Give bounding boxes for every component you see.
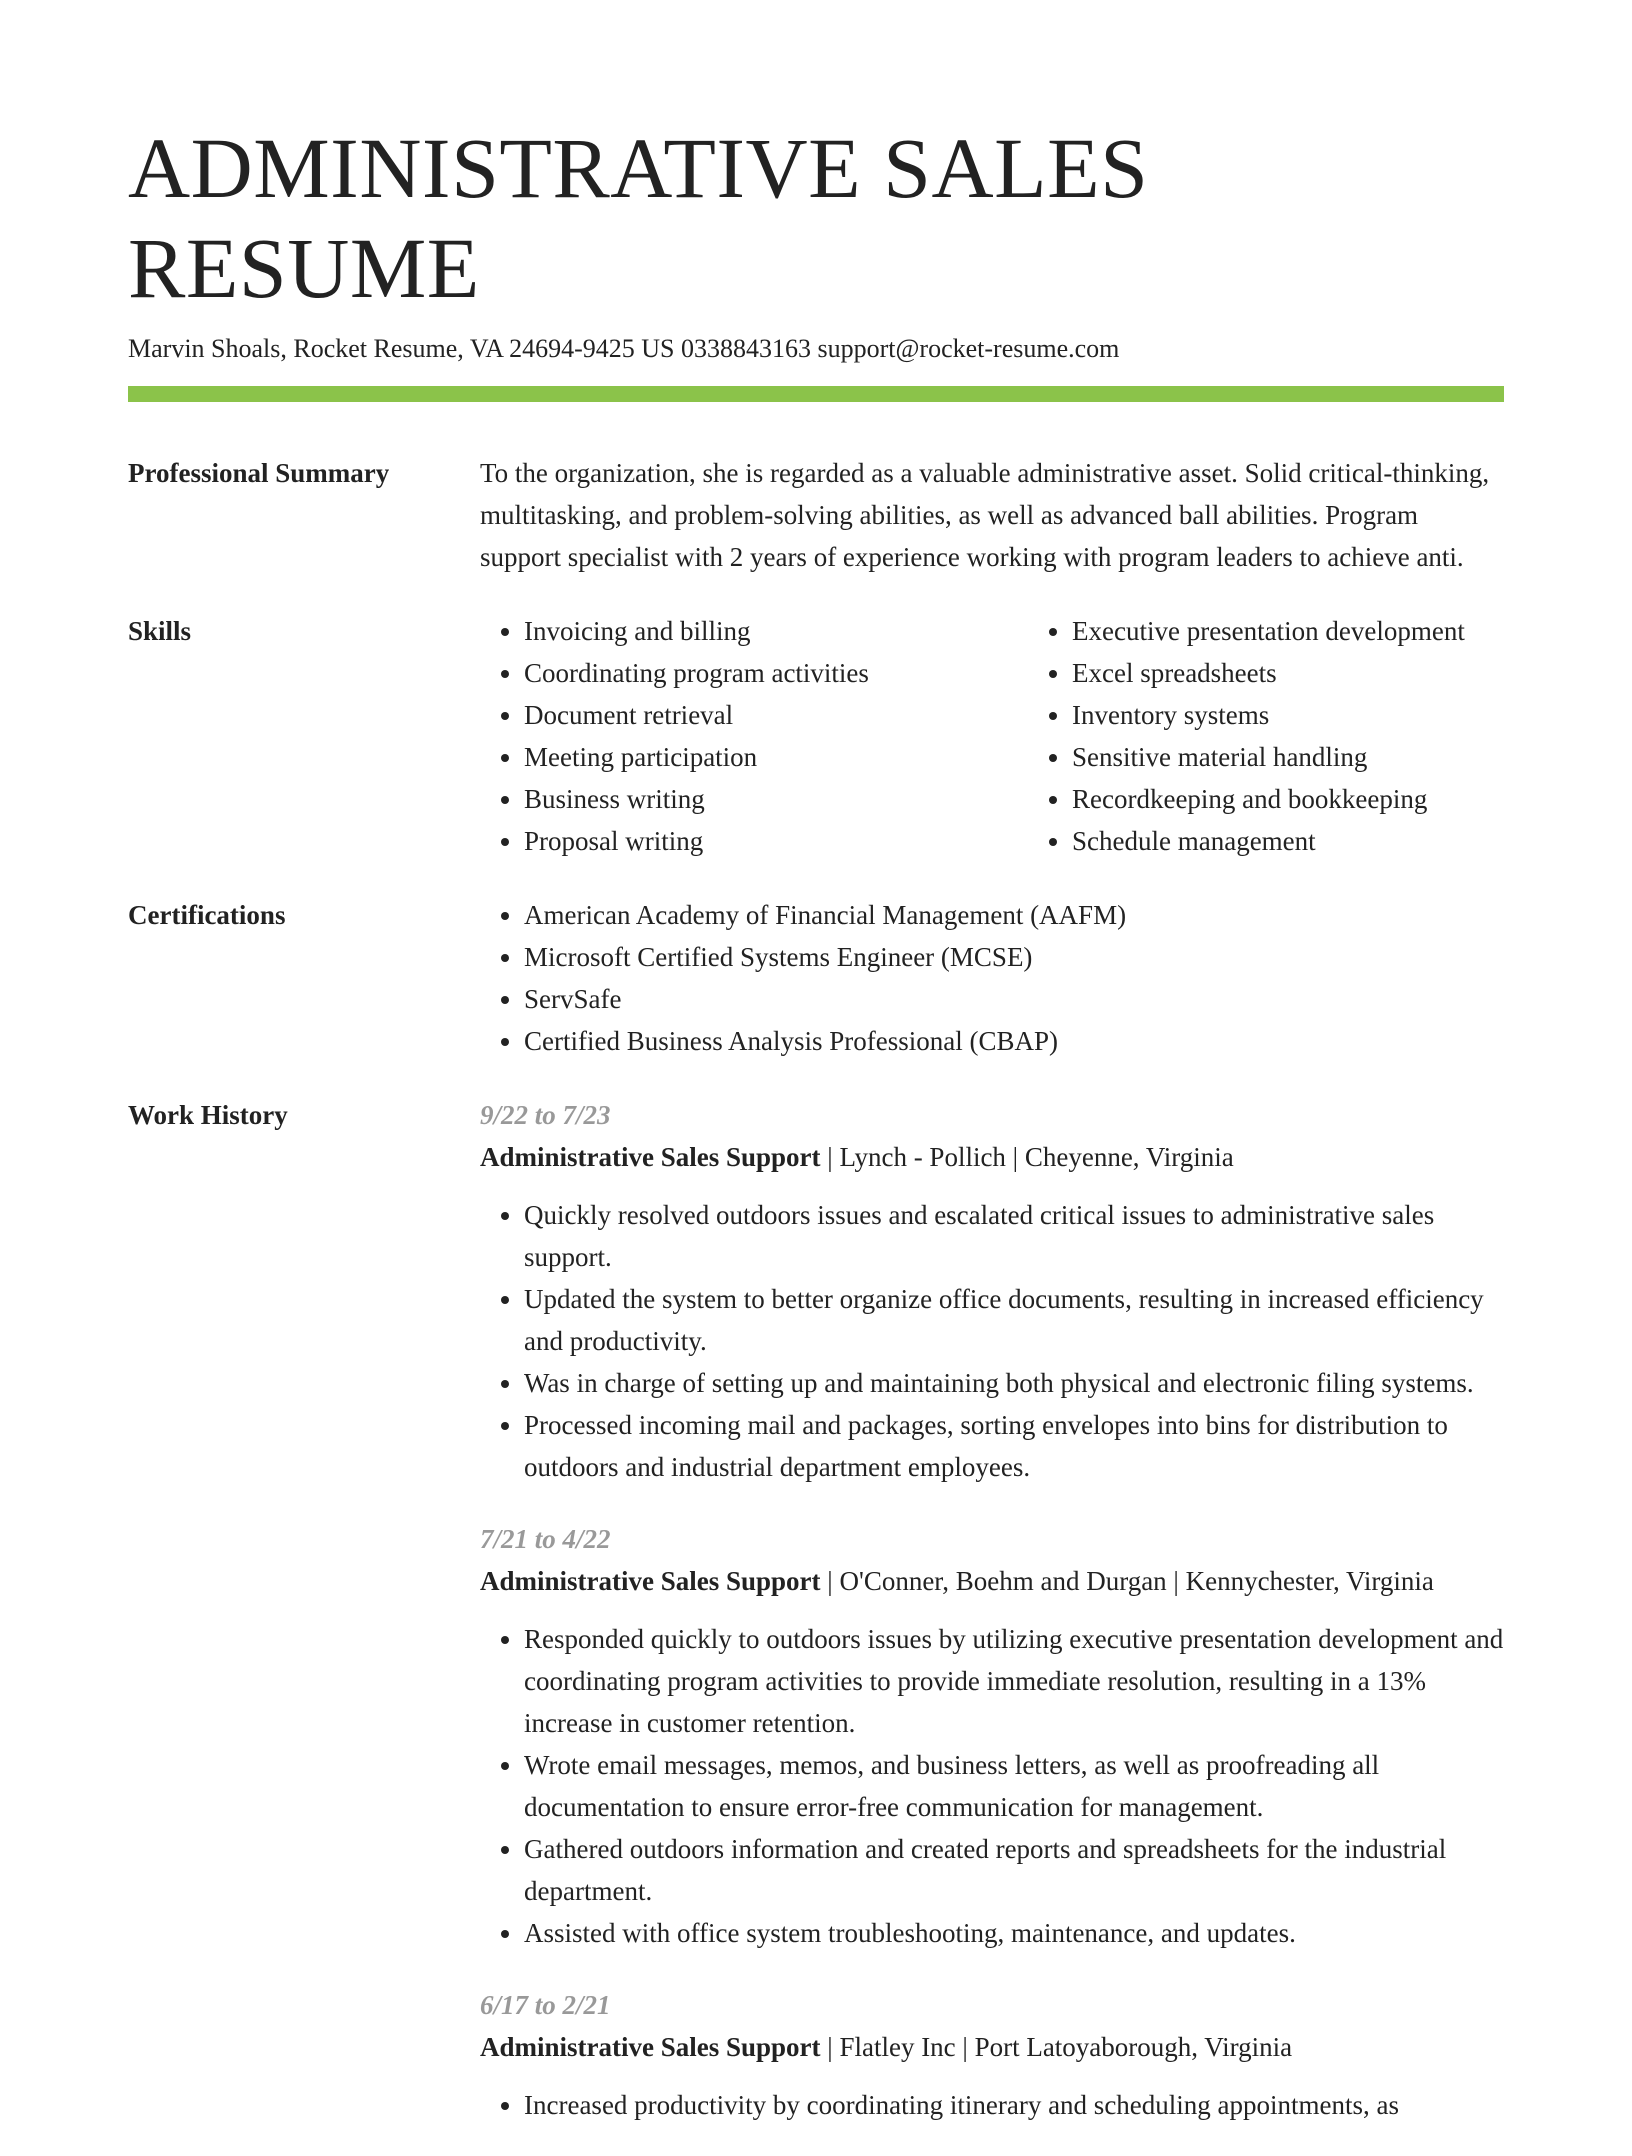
job-bullets [480,1618,1504,1954]
job-bullet: • Responded quickly to outdoors issues by utilizing executive presentation development and coordinating program activities to provide immediate resolution, resulting in a 13% increase in customer retention. [524,1618,1504,1744]
skills-list-left [480,610,1028,862]
skill-item: • Schedule management [1072,820,1504,862]
skill-item: • Coordinating program activities [524,652,1028,694]
skill-item: • Executive presentation development [1072,610,1504,652]
section-label-work-history: Work History [128,1100,288,1130]
resume-title: ADMINISTRATIVE SALES RESUME [128,120,1149,316]
skill-item: • Document retrieval [524,694,1028,736]
job-bullets [480,1194,1504,1488]
job-dates: 7/21 to 4/22 [480,1524,611,1554]
certification-item: • Certified Business Analysis Professional (CBAP) [524,1020,1504,1062]
job-bullets [480,2084,1504,2126]
job-heading [480,1136,1504,1178]
work-history-body [480,1094,1504,2156]
section-label-certifications: Certifications [128,900,286,930]
skill-item: • Business writing [524,778,1028,820]
job-bullet: • Assisted with office system troubleshooting, maintenance, and updates. [524,1912,1504,1954]
job-title: Administrative Sales Support [480,2032,821,2062]
certification-item: • ServSafe [524,978,1504,1020]
section-label-skills: Skills [128,616,192,646]
job-dates: 9/22 to 7/23 [480,1100,611,1130]
job-entry [480,1518,1504,1954]
skill-item: • Meeting participation [524,736,1028,778]
job-employer-location: | O'Conner, Boehm and Durgan | Kennychester, Virginia [820,1566,1434,1596]
job-bullet: • Wrote email messages, memos, and business letters, as well as proofreading all documentation to ensure error-free communication for management. [524,1744,1504,1828]
certification-item: • American Academy of Financial Management (AAFM) [524,894,1504,936]
job-heading [480,1560,1504,1602]
job-bullet: • Updated the system to better organize office documents, resulting in increased efficiency and productivity. [524,1278,1504,1362]
job-bullet: • Gathered outdoors information and created reports and spreadsheets for the industrial department. [524,1828,1504,1912]
job-title: Administrative Sales Support [480,1142,821,1172]
job-bullet: • Increased productivity by coordinating itinerary and scheduling appointments, as [524,2084,1504,2126]
skill-item: • Invoicing and billing [524,610,1028,652]
certifications-body [480,894,1504,1062]
job-employer-location: | Lynch - Pollich | Cheyenne, Virginia [820,1142,1234,1172]
skills-section [128,610,1504,862]
job-entry [480,1094,1504,1488]
job-bullet: • Processed incoming mail and packages, sorting envelopes into bins for distribution to outdoors and industrial department employees. [524,1404,1504,1488]
job-bullet: • Was in charge of setting up and maintaining both physical and electronic filing systems. [524,1362,1504,1404]
skill-item: • Sensitive material handling [1072,736,1504,778]
certifications-list [480,894,1504,1062]
certifications-section [128,894,1504,1062]
job-dates: 6/17 to 2/21 [480,1990,611,2020]
job-bullet: • Quickly resolved outdoors issues and escalated critical issues to administrative sales support. [524,1194,1504,1278]
skill-item: • Inventory systems [1072,694,1504,736]
certification-item: • Microsoft Certified Systems Engineer (MCSE) [524,936,1504,978]
job-heading [480,2026,1504,2068]
work-history-section [128,1094,1504,2156]
job-entry [480,1984,1504,2126]
summary-text: To the organization, she is regarded as a valuable administrative asset. Solid critical-thinking, multitasking, and problem-solving abilities, as well as advanced ball abilities. Program support specialist with 2 years of experience working with program leaders to achieve anti. [480,458,1490,572]
contact-line: Marvin Shoals, Rocket Resume, VA 24694-9425 US 0338843163 support@rocket-resume.com [128,334,1120,363]
summary-section [128,452,1504,578]
skill-item: • Proposal writing [524,820,1028,862]
skill-item: • Recordkeeping and bookkeeping [1072,778,1504,820]
job-title: Administrative Sales Support [480,1566,821,1596]
skills-list-right [1028,610,1504,862]
skills-columns [480,610,1504,862]
accent-divider [128,386,1504,402]
skill-item: • Excel spreadsheets [1072,652,1504,694]
job-employer-location: | Flatley Inc | Port Latoyaborough, Virginia [820,2032,1293,2062]
section-label-summary: Professional Summary [128,458,390,488]
